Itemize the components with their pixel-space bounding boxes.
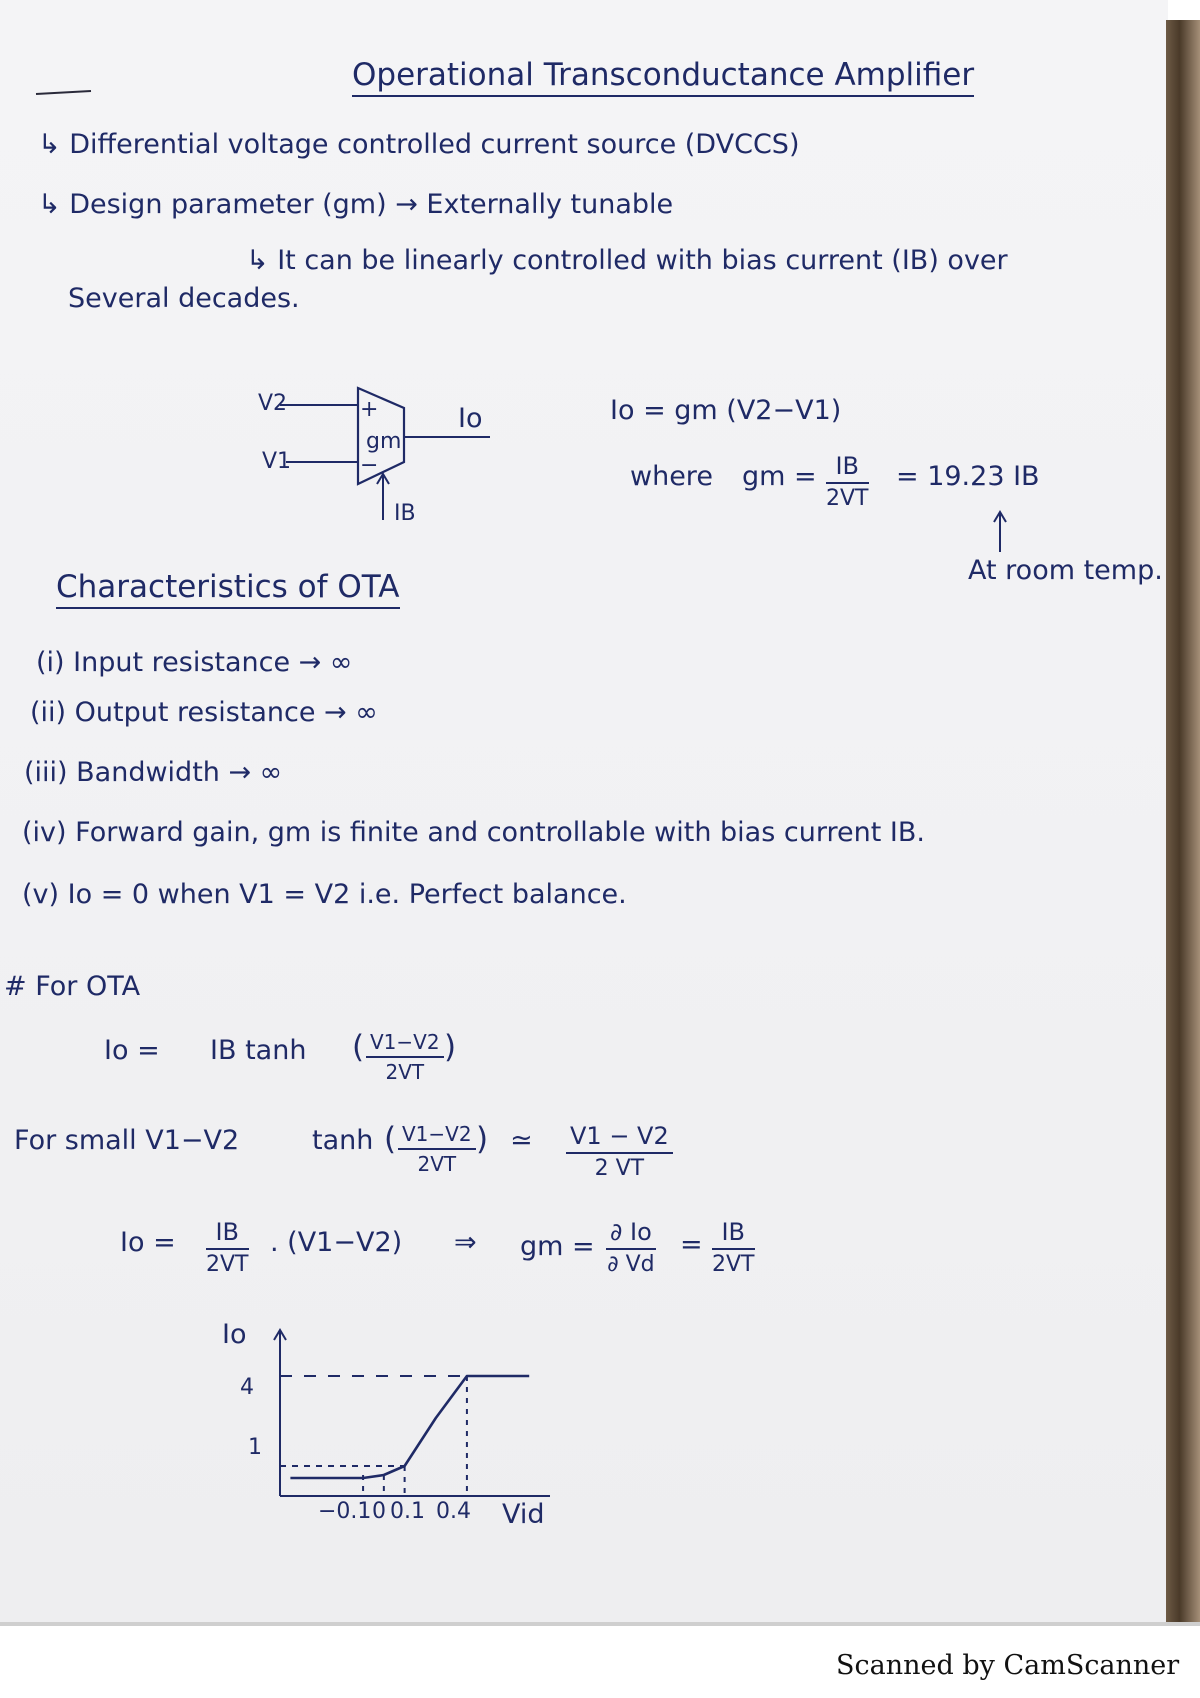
paren-open-2: ( [384, 1121, 397, 1157]
small-signal-label: For small V1−V2 [14, 1125, 240, 1156]
chart-series-io-curve [290, 1376, 529, 1478]
chart-x-tick-neg01: −0.1 [318, 1499, 372, 1524]
plus-sign: + [360, 397, 379, 422]
char-item-2: (ii) Output resistance → ∞ [30, 697, 378, 728]
io-tanh-lhs: Io = [104, 1035, 160, 1066]
io-equation: Io = gm (V2−V1) [610, 395, 842, 426]
gm-block-label: gm [366, 429, 402, 454]
tanh-small: tanh [312, 1125, 374, 1156]
partial-fraction: $\frac{\partial Io}{\partial Vd}$ [607, 1218, 655, 1277]
char-item-5: (v) Io = 0 when V1 = V2 i.e. Perfect balance. [22, 879, 627, 910]
stray-pen-mark [36, 88, 96, 98]
room-temp-note: At room temp. [968, 555, 1163, 586]
gm-lhs: gm = [742, 461, 817, 492]
characteristics-heading: Characteristics of OTA [56, 570, 400, 604]
page-title: Operational Transconductance Amplifier [352, 58, 974, 92]
input-v2-label: V2 [258, 391, 288, 416]
page-edge-shadow [1166, 20, 1200, 1625]
bullet-design-parameter: ↳ Design parameter (gm) → Externally tunable [38, 189, 674, 220]
bullet-dvccs: ↳ Differential voltage controlled current source (DVCCS) [38, 129, 800, 160]
io-tanh-rhs: IB tanh [210, 1035, 307, 1066]
chart-y-tick-1: 1 [248, 1435, 262, 1460]
output-io-label: Io [458, 403, 483, 434]
paren-open-1: ( [352, 1029, 365, 1065]
chart-x-tick-01: 0.1 [390, 1499, 425, 1524]
io-linear-fraction: $\frac{IB}{2VT}$ [206, 1218, 249, 1277]
tanh-arg-fraction: $\frac{V1-V2}{2VT}$ [366, 1030, 444, 1084]
for-ota-heading: # For OTA [4, 971, 141, 1002]
char-item-4: (iv) Forward gain, gm is finite and controllable with bias current IB. [22, 817, 925, 848]
gm-final-fraction: $\frac{IB}{2VT}$ [712, 1218, 755, 1277]
char-item-3: (iii) Bandwidth → ∞ [24, 757, 283, 788]
chart-x-tick-04: 0.4 [436, 1499, 471, 1524]
paren-close-1: ) [444, 1029, 457, 1065]
equals-sign: = [680, 1229, 703, 1260]
chart-y-tick-4: 4 [240, 1375, 254, 1400]
approx-fraction: $\frac{V1 - V2}{2 VT}$ [566, 1122, 673, 1181]
gm-result: = 19.23 IB [896, 461, 1040, 492]
tanh-small-fraction: $\frac{V1-V2}{2VT}$ [398, 1122, 476, 1176]
io-vs-vid-chart [200, 1318, 580, 1528]
paren-close-2: ) [476, 1121, 489, 1157]
bias-ib-label: IB [394, 501, 416, 526]
input-v1-label: V1 [262, 449, 292, 474]
implies-sign: ⇒ [454, 1227, 477, 1258]
char-item-1: (i) Input resistance → ∞ [36, 647, 353, 678]
io-linear-lhs: Io = [120, 1227, 176, 1258]
scanner-watermark: Scanned by CamScanner [836, 1650, 1180, 1681]
up-arrow-icon [990, 510, 1010, 554]
chart-x-tick-0: 0 [372, 1499, 386, 1524]
chart-x-label: Vid [502, 1499, 545, 1530]
io-linear-rhs: . (V1−V2) [270, 1227, 403, 1258]
chart-y-label: Io [222, 1319, 247, 1350]
gm-partial-lhs: gm = [520, 1231, 595, 1262]
bullet-linear-control: ↳ It can be linearly controlled with bias current (IB) over [246, 245, 1008, 276]
approx-sign: ≃ [510, 1125, 533, 1156]
page-bottom-edge [0, 1622, 1200, 1626]
minus-sign: − [360, 453, 379, 478]
bullet-linear-control-cont: Several decades. [68, 283, 300, 314]
gm-fraction: $\frac{IB}{2VT}$ [826, 452, 869, 511]
where-label: where [630, 461, 713, 492]
